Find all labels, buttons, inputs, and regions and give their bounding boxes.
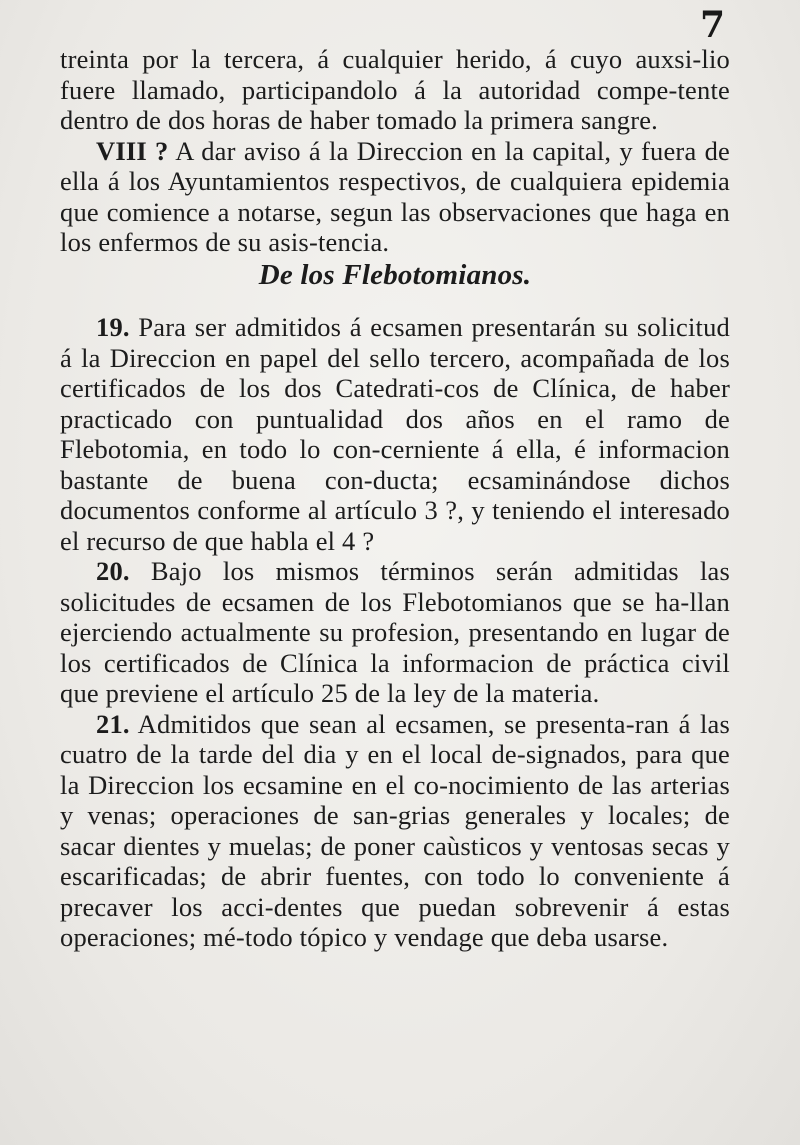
paragraph-8 xyxy=(60,136,730,258)
page-number: 7 xyxy=(700,4,726,46)
paragraph-21-text: Admitidos que sean al ecsamen, se presenta-ran á las cuatro de la tarde del dia y en el local de-signados, para que la Direccion los ecsamine en el co-nocimiento de las arterias y venas; operaciones de san-grias generales y locales; de sacar dientes y muelas; de poner caùsticos y ventosas secas y escarificadas; de abrir fuentes, con todo lo conveniente á precaver los acci-dentes que puedan sobrevenir á estas operaciones; mé-todo tópico y vendage que deba usarse. xyxy=(60,708,731,952)
paragraph-19 xyxy=(60,312,730,556)
section-heading: De los Flebotomianos. xyxy=(258,258,532,291)
paragraph-20-text: Bajo los mismos términos serán admitidas las solicitudes de ecsamen de los Flebotomianos que se ha-llan ejerciendo actualmente su profesion, presentando en lugar de los certificados de Clínica la informacion de práctica civil que previene el artículo 25 de la ley de la materia. xyxy=(60,556,730,708)
paragraph-8-text: A dar aviso á la Direccion en la capital, y fuera de ella á los Ayuntamientos respectivos, de cualquiera epidemia que comience a notarse, segun las observaciones que haga en los enfermos de su asis-tencia. xyxy=(60,135,730,257)
body-text xyxy=(60,44,730,953)
paragraph-21-number: 21. xyxy=(96,708,130,739)
continuation-paragraph: treinta por la tercera, á cualquier herido, á cuyo auxsi-lio fuere llamado, participandolo á la autoridad compe-tente dentro de dos horas de haber tomado la primera sangre. xyxy=(60,44,730,135)
paragraph-20 xyxy=(60,556,730,709)
paragraph-20-number: 20. xyxy=(96,556,130,586)
paragraph-8-number: VIII ? xyxy=(96,135,169,166)
paragraph-19-number: 19. xyxy=(96,312,130,342)
paragraph-19-text: Para ser admitidos á ecsamen presentarán su solicitud á la Direccion en papel del sello tercero, acompañada de los certificados de los dos Catedrati-cos de Clínica, de haber practicado con puntualidad dos años en el ramo de Flebotomia, en todo lo con-cerniente á ella, é informacion bastante de buena con-ducta; ecsaminándose dichos documentos conforme al artículo 3 ?, y teniendo el interesado el recurso de que habla el 4 ? xyxy=(60,312,730,556)
paragraph-21 xyxy=(60,709,730,953)
